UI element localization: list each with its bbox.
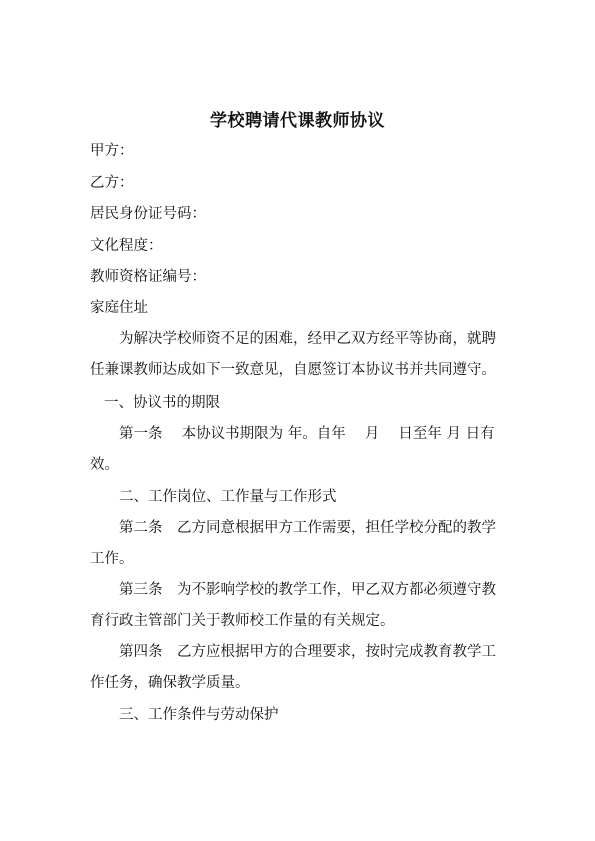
teacher-cert-field: 教师资格证编号： — [90, 269, 206, 285]
article-1-line-1: 第一条 本协议书期限为 年。自年 月 日至年 月 日有 — [119, 426, 495, 442]
intro-line-1: 为解决学校师资不足的困难，经甲乙双方经平等协商，就聘 — [119, 331, 496, 347]
article-4-line-2: 作任务，确保教学质量。 — [90, 675, 250, 691]
article-1-line-2: 效。 — [90, 457, 119, 473]
article-2-line-1: 第二条 乙方同意根据甲方工作需要，担任学校分配的教学 — [119, 520, 496, 536]
section-1-heading: 一、协议书的期限 — [104, 395, 220, 411]
section-3-heading: 三、工作条件与劳动保护 — [119, 707, 279, 723]
section-2-heading: 二、工作岗位、工作量与工作形式 — [119, 489, 337, 505]
article-3-line-2: 育行政主管部门关于教师校工作量的有关规定。 — [90, 613, 395, 629]
party-b-field: 乙方： — [90, 175, 134, 191]
education-field: 文化程度： — [90, 238, 163, 254]
article-2-line-2: 工作。 — [90, 551, 134, 567]
party-a-field: 甲方： — [90, 143, 134, 159]
article-3-line-1: 第三条 为不影响学校的教学工作，甲乙双方都必须遵守教 — [119, 582, 496, 598]
intro-line-2: 任兼课教师达成如下一致意见，自愿签订本协议书并共同遵守。 — [90, 362, 496, 378]
article-4-line-1: 第四条 乙方应根据甲方的合理要求，按时完成教育教学工 — [119, 644, 496, 660]
home-address-field: 家庭住址 — [90, 300, 148, 316]
document-title: 学校聘请代课教师协议 — [210, 111, 385, 131]
id-number-field: 居民身份证号码： — [90, 206, 206, 222]
